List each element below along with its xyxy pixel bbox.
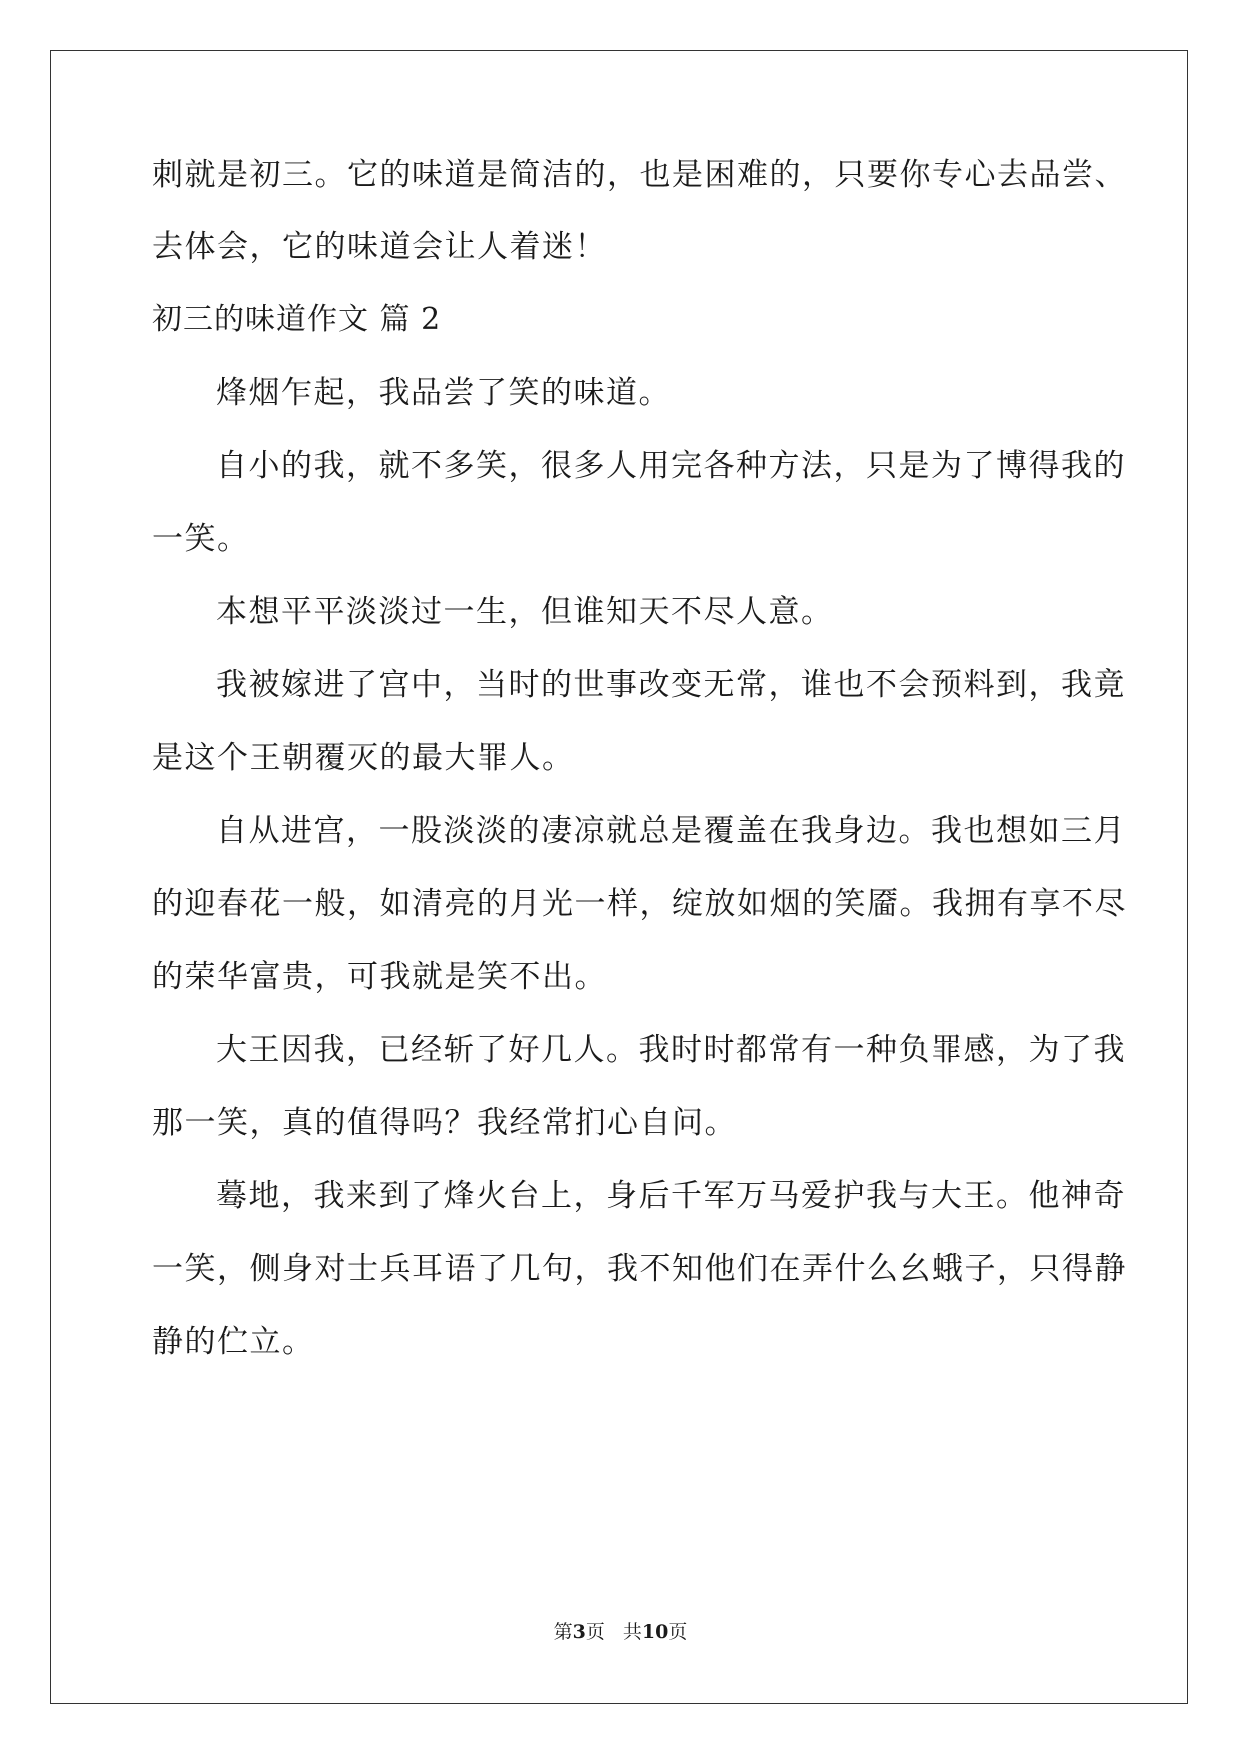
footer-page-suffix: 页 xyxy=(585,1621,605,1643)
page-footer xyxy=(0,1620,1241,1644)
footer-prefix: 第 xyxy=(553,1621,573,1643)
text-line: 烽烟乍起，我品尝了笑的味道。 xyxy=(216,375,671,411)
text-line: 那一笑，真的值得吗？我经常扪心自问。 xyxy=(152,1105,737,1141)
text-line: 大王因我，已经斩了好几人。我时时都常有一种负罪感，为了我 xyxy=(216,1032,1126,1068)
total-page-count: 10 xyxy=(641,1621,669,1643)
text-line: 去体会，它的味道会让人着迷！ xyxy=(152,229,607,265)
text-line: 自从进宫，一股淡淡的凄凉就总是覆盖在我身边。我也想如三月 xyxy=(216,813,1126,849)
text-line: 的迎春花一般，如清亮的月光一样，绽放如烟的笑靥。我拥有享不尽 xyxy=(152,886,1127,922)
text-line: 本想平平淡淡过一生，但谁知天不尽人意。 xyxy=(216,594,834,630)
footer-total-suffix: 页 xyxy=(668,1621,688,1643)
current-page-number: 3 xyxy=(572,1621,586,1643)
text-line: 自小的我，就不多笑，很多人用完各种方法，只是为了博得我的 xyxy=(216,448,1126,484)
text-line: 刺就是初三。它的味道是简洁的，也是困难的，只要你专心去品尝、 xyxy=(152,157,1127,193)
text-line: 蓦地，我来到了烽火台上，身后千军万马爱护我与大王。他神奇 xyxy=(216,1178,1126,1214)
text-line: 是这个王朝覆灭的最大罪人。 xyxy=(152,740,575,776)
page-border xyxy=(50,50,1188,1704)
text-line: 的荣华富贵，可我就是笑不出。 xyxy=(152,959,607,995)
section-heading: 初三的味道作文 篇 2 xyxy=(152,302,442,337)
text-line: 静的伫立。 xyxy=(152,1324,315,1360)
text-line: 我被嫁进了宫中，当时的世事改变无常，谁也不会预料到，我竟 xyxy=(216,667,1126,703)
text-line: 一笑，侧身对士兵耳语了几句，我不知他们在弄什么幺蛾子，只得静 xyxy=(152,1251,1127,1287)
footer-total-prefix: 共 xyxy=(622,1621,642,1643)
text-line: 一笑。 xyxy=(152,521,250,557)
